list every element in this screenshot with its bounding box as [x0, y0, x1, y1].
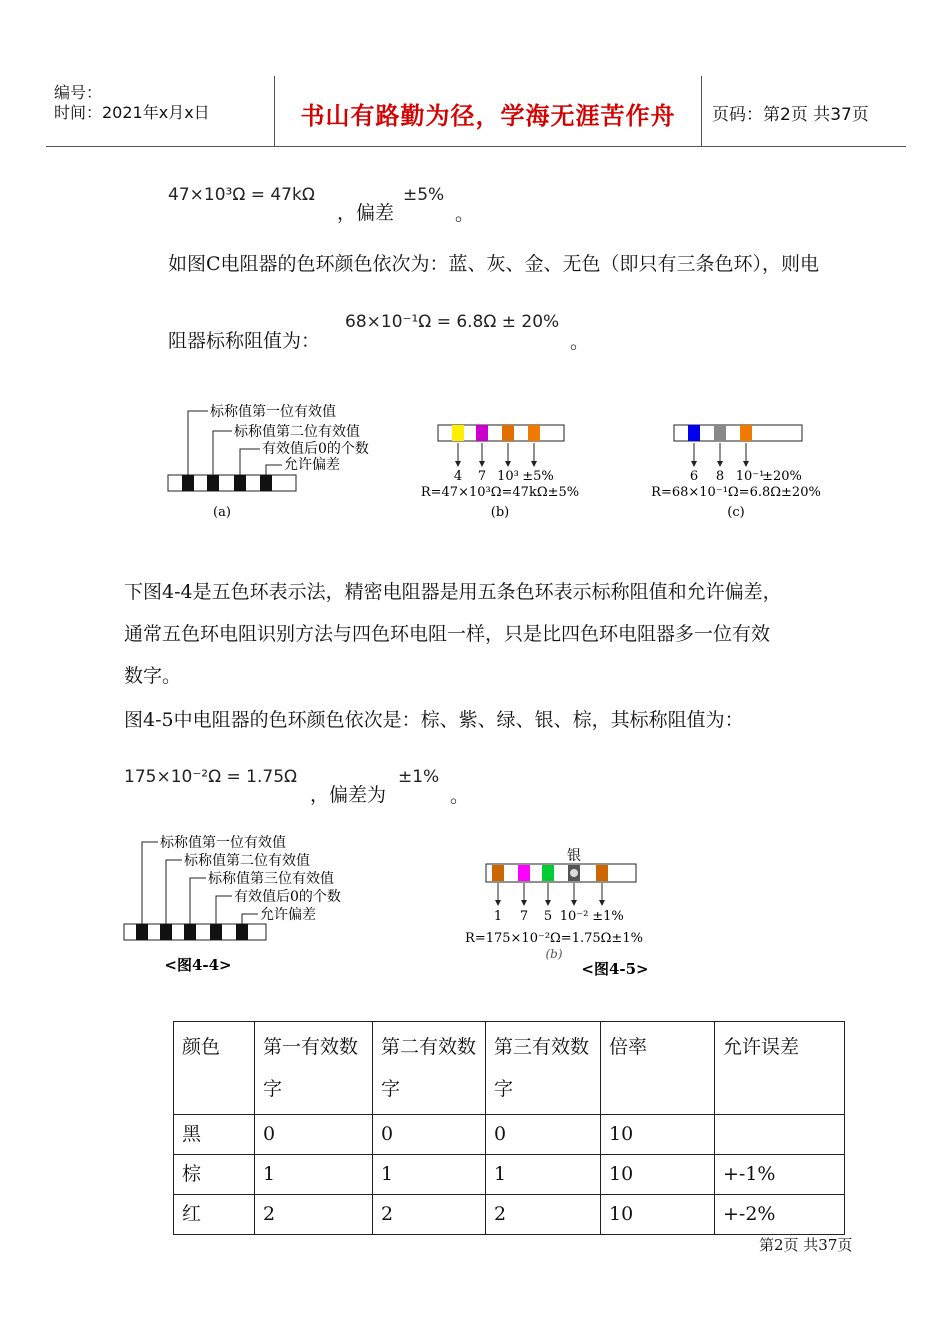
end-c: 。	[570, 331, 590, 353]
table-cell: 10	[601, 1115, 715, 1155]
figure-c	[651, 425, 821, 520]
fig-a-label-3: 有效值后0的个数	[262, 441, 369, 457]
table-cell: 0	[486, 1115, 601, 1155]
table-cell: 10	[601, 1155, 715, 1195]
sep-45: ，偏差为	[310, 784, 387, 806]
header-motto-cell	[275, 76, 702, 146]
para-44-line1: 下图4-4是五色环表示法，精密电阻器是用五条色环表示标称阻值和允许偏差，	[124, 581, 782, 603]
table-row	[174, 1155, 845, 1195]
table-header-cell: 允许误差	[715, 1022, 845, 1115]
resistor-figure-45	[118, 828, 678, 978]
table-cell: 黑	[174, 1115, 255, 1155]
table-cell: 红	[174, 1195, 255, 1235]
fig-b-digit-1: 4	[453, 469, 463, 484]
table-cell: 0	[373, 1115, 486, 1155]
sep-b: ，偏差	[337, 202, 395, 224]
para-45: 图4-5中电阻器的色环颜色依次是：棕、紫、绿、银、棕，其标称阻值为：	[124, 709, 744, 731]
page-footer: 第2页 共37页	[759, 1236, 853, 1254]
fig-c-digit-1: 6	[689, 469, 699, 484]
fig-a-label-4: 允许偏差	[284, 457, 340, 473]
tol-45: ±1%	[398, 767, 440, 787]
header-page-cell	[702, 76, 906, 146]
table-cell	[715, 1115, 845, 1155]
fig-b-formula: R=47×10³Ω=47kΩ±5%	[420, 485, 580, 500]
header-meta	[46, 76, 275, 146]
table-cell: +-2%	[715, 1195, 845, 1235]
fig-44-label-1: 标称值第一位有效值	[160, 835, 286, 851]
figure-4-5	[465, 848, 649, 978]
para-c-line2: 阻器标称阻值为：	[168, 330, 321, 352]
fig-44-caption: <图4-4>	[164, 956, 232, 974]
table-header-cell: 第二有效数字	[373, 1022, 486, 1115]
fig-45-digit-2: 7	[519, 909, 529, 924]
fig-a-caption: (a)	[213, 505, 231, 520]
fig-45-sub-caption: (b)	[545, 947, 563, 961]
end-45: 。	[450, 785, 470, 807]
para-c-line1: 如图C电阻器的色环颜色依次为：蓝、灰、金、无色（即只有三条色环），则电	[168, 253, 820, 275]
table-cell: 1	[255, 1155, 373, 1195]
table-cell: 2	[373, 1195, 486, 1235]
table-row	[174, 1195, 845, 1235]
page-header	[46, 76, 906, 147]
fig-b-caption: (b)	[490, 505, 510, 520]
end-b: 。	[455, 203, 475, 225]
table-cell: 1	[486, 1155, 601, 1195]
table-cell: 10	[601, 1195, 715, 1235]
fig-c-caption: (c)	[727, 505, 745, 520]
formula-b: 47×10³Ω = 47kΩ	[168, 185, 315, 205]
fig-45-digit-1: 1	[493, 909, 503, 924]
fig-a-label-2: 标称值第二位有效值	[234, 424, 360, 440]
fig-44-label-2: 标称值第二位有效值	[184, 853, 310, 869]
tol-b: ±5%	[403, 185, 445, 205]
formula-c: 68×10⁻¹Ω = 6.8Ω ± 20%	[345, 312, 560, 332]
table-header-cell: 颜色	[174, 1022, 255, 1115]
color-code-table	[173, 1021, 845, 1235]
fig-a-label-1: 标称值第一位有效值	[210, 404, 336, 420]
silver-label: 银	[567, 848, 581, 864]
fig-45-digit-3: 5	[543, 909, 553, 924]
table-header-cell: 倍率	[601, 1022, 715, 1115]
para-44-line3: 数字。	[124, 665, 182, 687]
page-label: 页码：第2页 共37页	[712, 105, 869, 125]
fig-b-digit-3: 10³	[497, 469, 519, 484]
para-44-line2: 通常五色环电阻识别方法与四色环电阻一样，只是比四色环电阻器多一位有效	[124, 623, 771, 645]
serial-label: 编号：	[54, 83, 103, 102]
figure-a	[168, 403, 369, 520]
table-header-cell: 第三有效数字	[486, 1022, 601, 1115]
fig-44-label-5: 允许偏差	[260, 907, 316, 923]
formula-45: 175×10⁻²Ω = 1.75Ω	[124, 767, 297, 787]
fig-45-digit-4: 10⁻²	[559, 909, 589, 924]
fig-b-digit-4: ±5%	[522, 469, 554, 484]
table-header-row	[174, 1022, 845, 1115]
fig-c-digit-4: ±20%	[762, 469, 802, 484]
fig-45-digit-5: ±1%	[592, 909, 624, 924]
fig-44-label-3: 标称值第三位有效值	[208, 871, 334, 887]
table-cell: 0	[255, 1115, 373, 1155]
table-cell: 1	[373, 1155, 486, 1195]
table-row	[174, 1115, 845, 1155]
table-cell: 2	[255, 1195, 373, 1235]
table-cell: 棕	[174, 1155, 255, 1195]
fig-44-label-4: 有效值后0的个数	[234, 889, 341, 905]
time-label: 时间：2021年x月x日	[54, 103, 210, 122]
fig-c-digit-3: 10⁻¹	[735, 469, 765, 484]
fig-b-digit-2: 7	[477, 469, 487, 484]
figure-4-4	[124, 834, 341, 974]
fig-c-formula: R=68×10⁻¹Ω=6.8Ω±20%	[651, 485, 821, 500]
figure-b	[421, 425, 579, 520]
fig-45-caption: <图4-5>	[581, 960, 649, 978]
table-cell: 2	[486, 1195, 601, 1235]
table-header-cell: 第一有效数字	[255, 1022, 373, 1115]
fig-c-digit-2: 8	[715, 469, 725, 484]
table-cell: +-1%	[715, 1155, 845, 1195]
fig-45-formula: R=175×10⁻²Ω=1.75Ω±1%	[465, 931, 643, 946]
resistor-figure-abc	[160, 395, 830, 525]
motto: 书山有路勤为径，学海无涯苦作舟	[300, 102, 676, 130]
